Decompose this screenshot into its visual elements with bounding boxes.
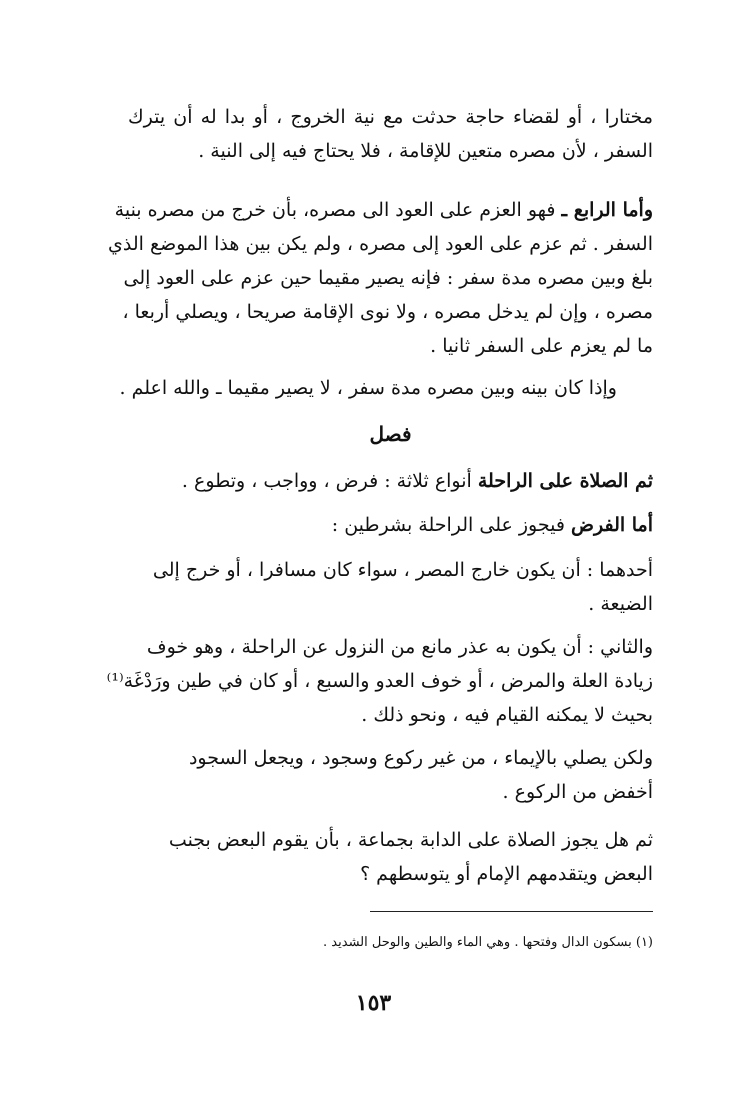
text-line — [128, 464, 653, 498]
text-line: بحيث لا يمكنه القيام فيه ، ونحو ذلك . — [361, 704, 653, 726]
paragraph-lead: ثم الصلاة على الراحلة — [477, 470, 653, 492]
paragraph-8 — [128, 741, 653, 809]
text-line: ما لم يعزم على السفر ثانيا . — [430, 335, 653, 357]
text-line: بلغ وبين مصره مدة سفر : فإنه يصير مقيما حين عزم على العود إلى — [123, 267, 653, 289]
text-line: البعض ويتقدمهم الإمام أو يتوسطهم ؟ — [360, 863, 653, 885]
text-line: أحدهما : أن يكون خارج المصر ، سواء كان مسافرا ، أو خرج إلى — [152, 559, 653, 581]
text-line: مصره ، وإن لم يدخل مصره ، ولا نوى الإقامة صريحا ، ويصلي أربعا ، — [122, 301, 653, 323]
footnote-separator — [370, 911, 653, 912]
section-heading: فصل — [369, 422, 412, 446]
text-line: الضيعة . — [588, 593, 653, 615]
paragraph-3 — [119, 371, 653, 405]
paragraph-lead: وأما الرابع ـ — [561, 199, 653, 221]
text-line: مختارا ، أو لقضاء حاجة حدثت مع نية الخروج ، أو بدا له أن يترك — [128, 106, 653, 128]
text-line-rest: أنواع ثلاثة : فرض ، وواجب ، وتطوع . — [181, 470, 472, 492]
text-line — [128, 508, 653, 542]
paragraph-lead: أما الفرض — [571, 514, 653, 536]
text-line: أخفض من الركوع . — [502, 781, 653, 803]
text-line: السفر . ثم عزم على العود إلى مصره ، ولم يكن بين هذا الموضع الذي — [108, 233, 653, 255]
text-line: والثاني : أن يكون به عذر مانع من النزول عن الراحلة ، وهو خوف — [146, 636, 653, 658]
paragraph-2 — [108, 193, 653, 363]
text-line-rest: فهو العزم على العود الى مصره، بأن خرج من مصره بنية — [114, 199, 556, 221]
text-line-rest: فيجوز على الراحلة بشرطين : — [331, 514, 565, 536]
paragraph-6 — [128, 553, 653, 621]
text-line: السفر ، لأن مصره متعين للإقامة ، فلا يحتاج فيه إلى النية . — [198, 140, 653, 162]
paragraph-7 — [106, 630, 653, 732]
paragraph-4 — [128, 464, 653, 498]
page-number: ١٥٣ — [355, 990, 392, 1016]
paragraph-1 — [128, 100, 653, 168]
text-line: زيادة العلة والمرض ، أو خوف العدو والسبع ، أو كان في طين ورَدْغَة⁽¹⁾ — [106, 670, 653, 692]
text-line: وإذا كان بينه وبين مصره مدة سفر ، لا يصير مقيما ـ والله اعلم . — [119, 377, 617, 399]
text-line — [114, 193, 653, 227]
paragraph-5 — [128, 508, 653, 542]
text-line: ثم هل يجوز الصلاة على الدابة بجماعة ، بأن يقوم البعض بجنب — [168, 829, 653, 851]
footnote: (١) بسكون الدال وفتحها . وهي الماء والطين والوحل الشديد . — [323, 935, 653, 950]
paragraph-9 — [128, 823, 653, 891]
text-line: ولكن يصلي بالإيماء ، من غير ركوع وسجود ، ويجعل السجود — [188, 747, 653, 769]
